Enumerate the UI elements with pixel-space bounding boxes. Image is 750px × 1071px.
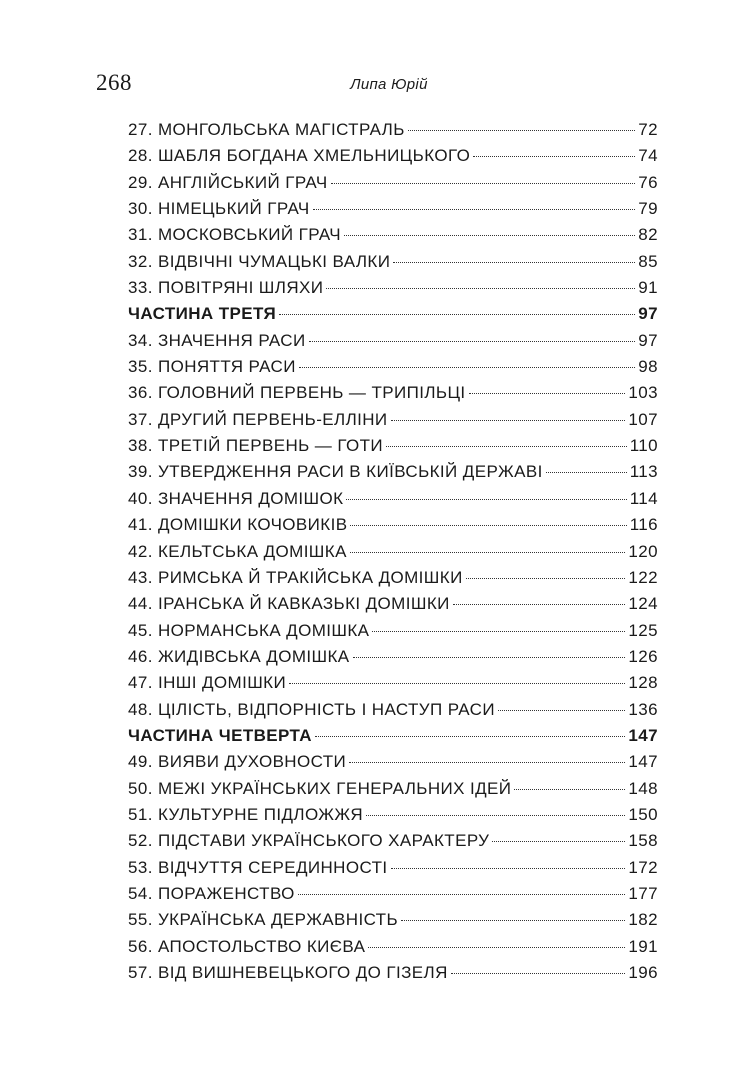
toc-entry-page: 114 xyxy=(629,488,658,508)
toc-dot-leader xyxy=(313,209,636,210)
toc-entry-page: 158 xyxy=(628,831,658,851)
toc-entry xyxy=(128,433,658,459)
toc-entry-page: 97 xyxy=(638,330,658,350)
toc-entry-page: 74 xyxy=(638,146,658,166)
toc-dot-leader xyxy=(391,420,626,421)
toc-dot-leader xyxy=(346,499,626,500)
toc-dot-leader xyxy=(289,683,625,684)
toc-entry-title: 46. ЖИДІВСЬКА ДОМІШКА xyxy=(128,646,350,666)
toc-entry-title: 27. МОНГОЛЬСЬКА МАГІСТРАЛЬ xyxy=(128,120,405,139)
toc-entry xyxy=(128,618,658,644)
toc-entry xyxy=(128,934,658,960)
toc-entry-page: 107 xyxy=(628,409,658,429)
toc-entry xyxy=(128,776,658,802)
toc-dot-leader xyxy=(408,130,635,131)
toc-entry-page: 126 xyxy=(628,646,658,666)
toc-entry xyxy=(128,275,658,301)
toc-entry xyxy=(128,143,658,169)
toc-entry-title: 43. РИМСЬКА Й ТРАКІЙСЬКА ДОМІШКИ xyxy=(128,567,463,587)
toc-entry-title: 54. ПОРАЖЕНСТВО xyxy=(128,883,295,903)
toc-entry-page: 82 xyxy=(638,225,658,245)
toc-dot-leader xyxy=(309,341,636,342)
toc-entry xyxy=(128,881,658,907)
toc-entry-title: 40. ЗНАЧЕННЯ ДОМІШОК xyxy=(128,488,344,508)
toc-entry xyxy=(128,644,658,670)
toc-entry-title: 57. ВІД ВИШНЕВЕЦЬКОГО ДО ГІЗЕЛЯ xyxy=(128,963,448,982)
toc-entry xyxy=(128,960,658,986)
toc-entry-title: 32. ВІДВІЧНІ ЧУМАЦЬКІ ВАЛКИ xyxy=(128,251,391,271)
toc-section-heading xyxy=(128,723,658,749)
toc-entry-page: 103 xyxy=(628,383,658,403)
toc-entry-page: 172 xyxy=(628,857,658,877)
toc-entry xyxy=(128,407,658,433)
toc-entry-title: 29. АНГЛІЙСЬКИЙ ГРАЧ xyxy=(128,172,328,192)
toc-entry-title: ЧАСТИНА ЧЕТВЕРТА xyxy=(128,725,312,745)
toc-entry-title: 50. МЕЖІ УКРАЇНСЬКИХ ГЕНЕРАЛЬНИХ ІДЕЙ xyxy=(128,778,512,798)
toc-entry-page: 150 xyxy=(628,804,658,824)
toc-entry-title: 31. МОСКОВСЬКИЙ ГРАЧ xyxy=(128,225,341,245)
toc-dot-leader xyxy=(372,631,625,632)
toc-entry-page: 196 xyxy=(628,963,658,982)
toc-entry xyxy=(128,196,658,222)
toc-entry-title: 28. ШАБЛЯ БОГДАНА ХМЕЛЬНИЦЬКОГО xyxy=(128,146,471,166)
toc-entry-title: 33. ПОВІТРЯНІ ШЛЯХИ xyxy=(128,278,324,298)
toc-dot-leader xyxy=(453,604,626,605)
toc-entry-title: 48. ЦІЛІСТЬ, ВІДПОРНІСТЬ І НАСТУП РАСИ xyxy=(128,699,495,719)
toc-dot-leader xyxy=(350,552,626,553)
table-of-contents xyxy=(128,117,658,986)
toc-entry-page: 148 xyxy=(628,778,658,798)
toc-entry-page: 85 xyxy=(638,251,658,271)
toc-entry-page: 113 xyxy=(629,462,658,482)
toc-entry-title: 34. ЗНАЧЕННЯ РАСИ xyxy=(128,330,306,350)
toc-entry xyxy=(128,855,658,881)
toc-entry xyxy=(128,222,658,248)
toc-dot-leader xyxy=(279,314,635,315)
toc-entry-page: 147 xyxy=(628,752,658,772)
toc-entry-page: 124 xyxy=(628,594,658,614)
toc-dot-leader xyxy=(386,446,627,447)
toc-dot-leader xyxy=(349,762,625,763)
toc-dot-leader xyxy=(315,736,626,737)
toc-entry-title: 44. ІРАНСЬКА Й КАВКАЗЬКІ ДОМІШКИ xyxy=(128,594,450,614)
toc-dot-leader xyxy=(350,525,626,526)
page-number: 268 xyxy=(96,70,132,95)
toc-dot-leader xyxy=(353,657,626,658)
toc-entry-page: 128 xyxy=(628,673,658,693)
toc-entry xyxy=(128,459,658,485)
toc-entry-title: 49. ВИЯВИ ДУХОВНОСТИ xyxy=(128,752,347,772)
toc-entry-title: 42. КЕЛЬТСЬКА ДОМІШКА xyxy=(128,541,347,561)
toc-dot-leader xyxy=(473,156,635,157)
toc-entry-page: 97 xyxy=(638,304,658,324)
toc-entry xyxy=(128,328,658,354)
toc-entry-page: 120 xyxy=(628,541,658,561)
toc-entry-title: 36. ГОЛОВНИЙ ПЕРВЕНЬ — ТРИПІЛЬЦІ xyxy=(128,383,466,403)
toc-dot-leader xyxy=(299,367,635,368)
toc-dot-leader xyxy=(469,393,626,394)
toc-entry-page: 191 xyxy=(628,936,658,956)
toc-entry-page: 122 xyxy=(628,567,658,587)
toc-dot-leader xyxy=(393,262,635,263)
toc-entry-page: 79 xyxy=(638,199,658,219)
toc-entry-title: 37. ДРУГИЙ ПЕРВЕНЬ-ЕЛЛІНИ xyxy=(128,409,388,429)
toc-entry-page: 177 xyxy=(628,883,658,903)
toc-entry-title: 55. УКРАЇНСЬКА ДЕРЖАВНІСТЬ xyxy=(128,910,399,930)
toc-entry-page: 72 xyxy=(638,120,658,139)
toc-entry xyxy=(128,354,658,380)
toc-entry xyxy=(128,486,658,512)
toc-entry-page: 91 xyxy=(638,278,658,298)
toc-dot-leader xyxy=(298,894,626,895)
toc-dot-leader xyxy=(326,288,635,289)
toc-entry-page: 147 xyxy=(628,725,658,745)
toc-entry-page: 110 xyxy=(629,436,658,456)
toc-entry xyxy=(128,249,658,275)
toc-entry-title: 47. ІНШІ ДОМІШКИ xyxy=(128,673,287,693)
toc-dot-leader xyxy=(368,947,625,948)
toc-dot-leader xyxy=(344,235,635,236)
toc-entry xyxy=(128,539,658,565)
toc-entry xyxy=(128,170,658,196)
toc-entry xyxy=(128,802,658,828)
toc-entry xyxy=(128,749,658,775)
toc-entry-page: 136 xyxy=(628,699,658,719)
toc-entry-page: 182 xyxy=(628,910,658,930)
toc-dot-leader xyxy=(492,841,625,842)
toc-entry-title: 51. КУЛЬТУРНЕ ПІДЛОЖЖЯ xyxy=(128,804,364,824)
toc-entry xyxy=(128,907,658,933)
toc-entry xyxy=(128,380,658,406)
toc-entry xyxy=(128,565,658,591)
toc-entry-page: 116 xyxy=(629,515,658,535)
toc-dot-leader xyxy=(401,920,625,921)
toc-dot-leader xyxy=(514,789,625,790)
toc-entry-page: 76 xyxy=(638,172,658,192)
toc-entry xyxy=(128,828,658,854)
toc-dot-leader xyxy=(451,973,626,974)
toc-entry-title: 38. ТРЕТІЙ ПЕРВЕНЬ — ГОТИ xyxy=(128,436,383,456)
toc-dot-leader xyxy=(391,868,626,869)
toc-dot-leader xyxy=(366,815,625,816)
toc-entry xyxy=(128,697,658,723)
toc-entry xyxy=(128,591,658,617)
running-header: Липа Юрій xyxy=(350,76,428,93)
toc-entry xyxy=(128,670,658,696)
toc-entry-page: 125 xyxy=(628,620,658,640)
toc-entry-title: 41. ДОМІШКИ КОЧОВИКІВ xyxy=(128,515,348,535)
toc-entry xyxy=(128,117,658,143)
toc-entry-title: 56. АПОСТОЛЬСТВО КИЄВА xyxy=(128,936,366,956)
toc-dot-leader xyxy=(466,578,626,579)
toc-entry-title: 53. ВІДЧУТТЯ СЕРЕДИННОСТІ xyxy=(128,857,388,877)
toc-dot-leader xyxy=(498,710,625,711)
toc-section-heading xyxy=(128,301,658,327)
toc-entry-page: 98 xyxy=(638,357,658,377)
toc-entry-title: 52. ПІДСТАВИ УКРАЇНСЬКОГО ХАРАКТЕРУ xyxy=(128,831,490,851)
toc-entry-title: 39. УТВЕРДЖЕННЯ РАСИ В КИЇВСЬКІЙ ДЕРЖАВІ xyxy=(128,462,543,482)
toc-entry-title: 45. НОРМАНСЬКА ДОМІШКА xyxy=(128,620,370,640)
toc-entry xyxy=(128,512,658,538)
toc-entry-title: 30. НІМЕЦЬКИЙ ГРАЧ xyxy=(128,199,310,219)
toc-entry-title: ЧАСТИНА ТРЕТЯ xyxy=(128,304,277,324)
toc-dot-leader xyxy=(546,472,627,473)
toc-entry-title: 35. ПОНЯТТЯ РАСИ xyxy=(128,357,296,377)
toc-dot-leader xyxy=(331,183,636,184)
